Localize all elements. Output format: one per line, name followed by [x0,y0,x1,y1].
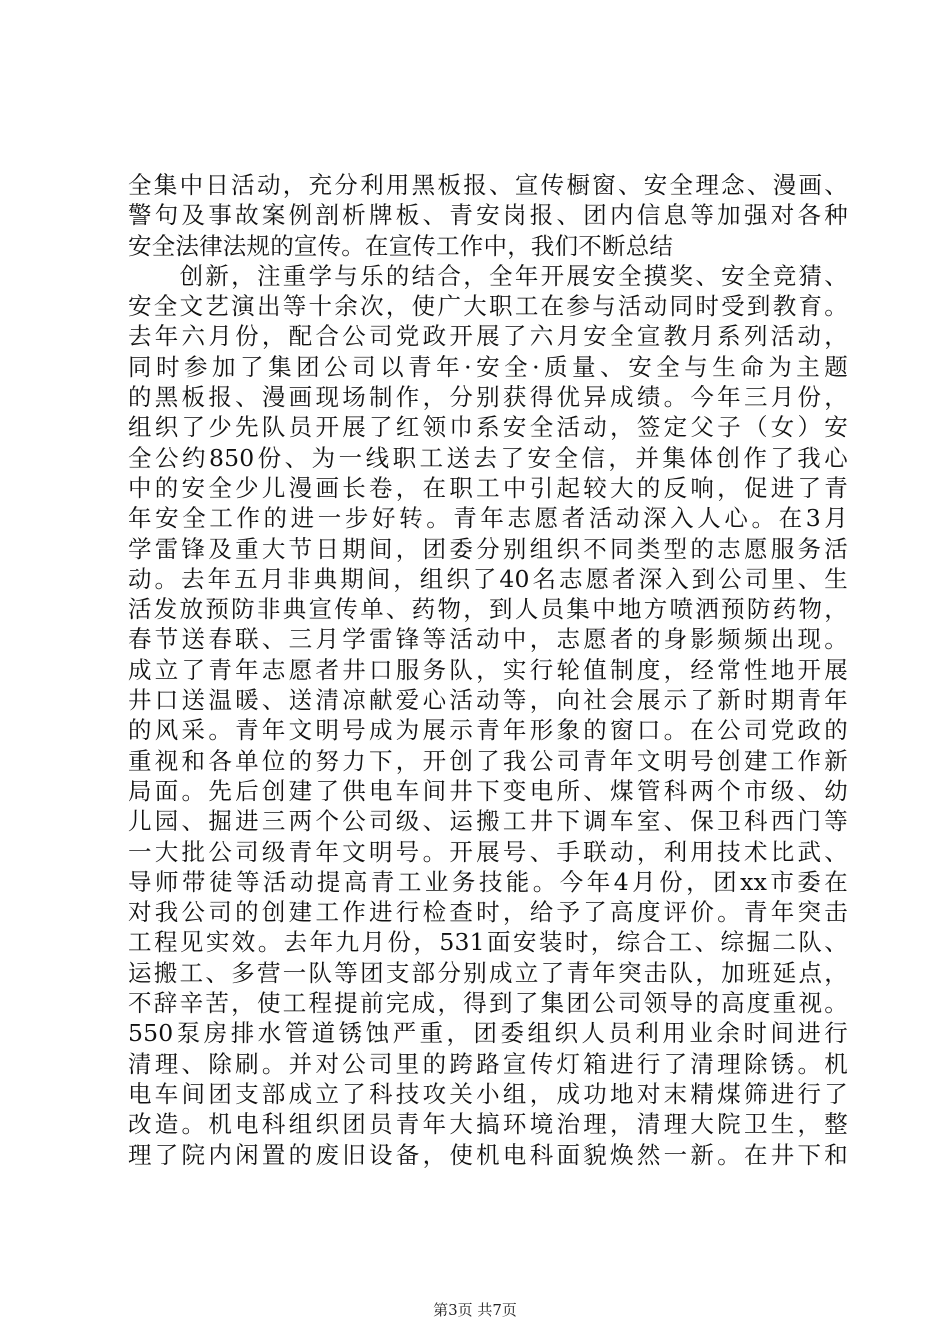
text-line: 重视和各单位的努力下，开创了我公司青年文明号创建工作新 [128,746,848,775]
text-line: 清理、除刷。并对公司里的跨路宣传灯箱进行了清理除锈。机 [128,1049,848,1078]
text-line: 的黑板报、漫画现场制作，分别获得优异成绩。今年三月份， [128,383,848,412]
text-line: 550泵房排水管道锈蚀严重，团委组织人员利用业余时间进行 [128,1019,848,1048]
text-line: 去年六月份，配合公司党政开展了六月安全宣教月系列活动， [128,322,848,351]
text-line: 全公约850份、为一线职工送去了安全信，并集体创作了我心 [128,443,848,472]
text-line: 活发放预防非典宣传单、药物，到人员集中地方喷洒预防药物， [128,595,848,624]
text-line: 电车间团支部成立了科技攻关小组，成功地对末精煤筛进行了 [128,1079,848,1108]
text-line: 动。去年五月非典期间，组织了40名志愿者深入到公司里、生 [128,564,848,593]
text-line: 理了院内闲置的废旧设备，使机电科面貌焕然一新。在井下和 [128,1140,848,1169]
text-line: 儿园、掘进三两个公司级、运搬工井下调车室、保卫科西门等 [128,807,848,836]
text-line: 安全法律法规的宣传。在宣传工作中，我们不断总结 [128,231,674,260]
text-line: 井口送温暖、送清凉献爱心活动等，向社会展示了新时期青年 [128,686,848,715]
text-line: 创新，注重学与乐的结合，全年开展安全摸奖、安全竞猜、 [128,261,848,290]
body-text [128,170,848,1170]
text-line: 运搬工、多营一队等团支部分别成立了青年突击队，加班延点， [128,958,848,987]
text-line: 春节送春联、三月学雷锋等活动中，志愿者的身影频频出现。 [128,625,848,654]
text-line: 局面。先后创建了供电车间井下变电所、煤管科两个市级、幼 [128,776,848,805]
text-line: 的风采。青年文明号成为展示青年形象的窗口。在公司党政的 [128,716,848,745]
page-footer: 第3页 共7页 [433,1301,517,1319]
text-line: 成立了青年志愿者井口服务队，实行轮值制度，经常性地开展 [128,655,848,684]
text-line: 组织了少先队员开展了红领巾系安全活动，签定父子（女）安 [128,413,848,442]
text-line: 年安全工作的进一步好转。青年志愿者活动深入人心。在3月 [128,504,848,533]
text-line: 对我公司的创建工作进行检查时，给予了高度评价。青年突击 [128,898,848,927]
text-line: 工程见实效。去年九月份，531面安装时，综合工、综掘二队、 [128,928,848,957]
text-line: 不辞辛苦，使工程提前完成，得到了集团公司领导的高度重视。 [128,989,848,1018]
text-line: 警句及事故案例剖析牌板、青安岗报、团内信息等加强对各种 [128,201,848,230]
text-line: 全集中日活动，充分利用黑板报、宣传橱窗、安全理念、漫画、 [128,171,848,199]
text-line: 改造。机电科组织团员青年大搞环境治理，清理大院卫生，整 [128,1110,848,1139]
text-line: 同时参加了集团公司以青年·安全·质量、安全与生命为主题 [128,352,848,381]
text-line: 中的安全少儿漫画长卷，在职工中引起较大的反响，促进了青 [128,473,848,502]
text-line: 学雷锋及重大节日期间，团委分别组织不同类型的志愿服务活 [128,534,848,563]
text-line: 一大批公司级青年文明号。开展号、手联动，利用技术比武、 [128,837,848,866]
text-line: 安全文艺演出等十余次，使广大职工在参与活动同时受到教育。 [128,292,848,321]
text-line: 导师带徒等活动提高青工业务技能。今年4月份，团xx市委在 [128,867,848,896]
